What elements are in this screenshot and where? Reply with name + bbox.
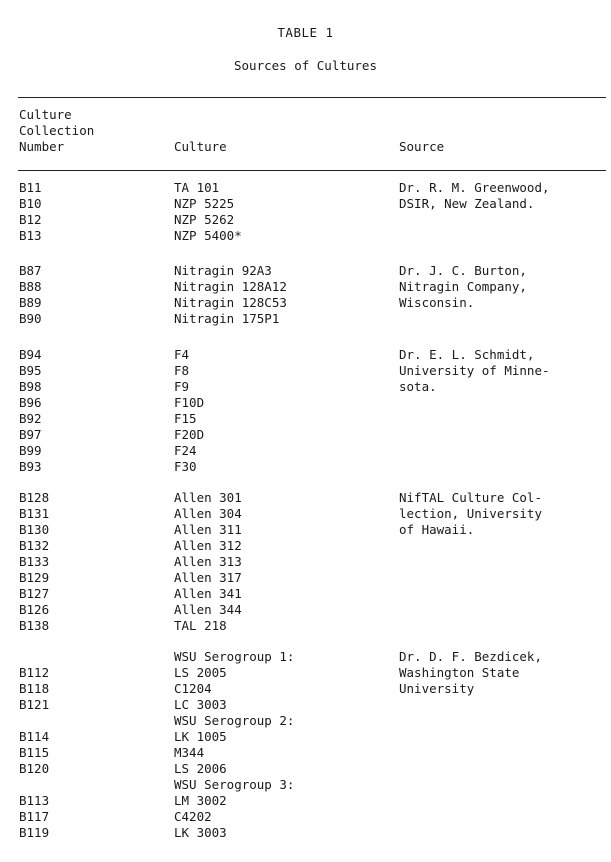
collection-number-cell: B132 (19, 538, 50, 553)
culture-cell: F20D (174, 427, 205, 442)
table-row (0, 443, 611, 459)
header-collection-line-3: Number (19, 139, 65, 154)
table-row (0, 395, 611, 411)
source-cell-line: Washington State (399, 665, 520, 680)
table-row (0, 411, 611, 427)
header-source: Source (399, 139, 445, 154)
culture-cell: Allen 341 (174, 586, 242, 601)
table-row (0, 602, 611, 618)
collection-number-cell: B12 (19, 212, 42, 227)
culture-cell: LS 2006 (174, 761, 227, 776)
collection-number-cell: B92 (19, 411, 42, 426)
collection-number-cell: B95 (19, 363, 42, 378)
culture-cell: NZP 5400* (174, 228, 242, 243)
table-row (0, 729, 611, 745)
table-row (0, 295, 611, 311)
culture-cell: TA 101 (174, 180, 220, 195)
culture-cell: Allen 301 (174, 490, 242, 505)
culture-cell: WSU Serogroup 1: (174, 649, 295, 664)
source-cell-line: Dr. J. C. Burton, (399, 263, 527, 278)
table-group (0, 180, 611, 244)
table-row (0, 586, 611, 602)
table-label: TABLE 1 (277, 25, 334, 40)
source-cell-line: DSIR, New Zealand. (399, 196, 535, 211)
table-group (0, 347, 611, 475)
collection-number-cell: B113 (19, 793, 50, 808)
collection-number-cell: B117 (19, 809, 50, 824)
collection-number-cell: B129 (19, 570, 50, 585)
culture-cell: NZP 5225 (174, 196, 235, 211)
collection-number-cell: B96 (19, 395, 42, 410)
collection-number-cell: B114 (19, 729, 50, 744)
culture-cell: C4202 (174, 809, 212, 824)
table-group (0, 263, 611, 327)
collection-number-cell: B88 (19, 279, 42, 294)
culture-cell: C1204 (174, 681, 212, 696)
collection-number-cell: B133 (19, 554, 50, 569)
table-row (0, 681, 611, 697)
table-row (0, 777, 611, 793)
collection-number-cell: B115 (19, 745, 50, 760)
culture-cell: F8 (174, 363, 190, 378)
collection-number-cell: B94 (19, 347, 42, 362)
table-row (0, 825, 611, 841)
table-row (0, 379, 611, 395)
source-cell-line: Dr. R. M. Greenwood, (399, 180, 550, 195)
collection-number-cell: B10 (19, 196, 42, 211)
table-row (0, 761, 611, 777)
culture-cell: Allen 344 (174, 602, 242, 617)
culture-cell: F9 (174, 379, 190, 394)
header-culture: Culture (174, 139, 227, 154)
culture-cell: Allen 317 (174, 570, 242, 585)
culture-cell: F10D (174, 395, 205, 410)
culture-cell: Allen 313 (174, 554, 242, 569)
source-cell-line: of Hawaii. (399, 522, 475, 537)
collection-number-cell: B98 (19, 379, 42, 394)
table-row (0, 427, 611, 443)
culture-cell: Nitragin 92A3 (174, 263, 272, 278)
header-collection-line-1: Culture (19, 107, 72, 122)
collection-number-cell: B120 (19, 761, 50, 776)
collection-number-cell: B11 (19, 180, 42, 195)
culture-cell: LK 1005 (174, 729, 227, 744)
table-row (0, 570, 611, 586)
collection-number-cell: B97 (19, 427, 42, 442)
collection-number-cell: B93 (19, 459, 42, 474)
culture-cell: Nitragin 128A12 (174, 279, 287, 294)
culture-cell: Nitragin 128C53 (174, 295, 287, 310)
collection-number-cell: B13 (19, 228, 42, 243)
collection-number-cell: B118 (19, 681, 50, 696)
culture-cell: F4 (174, 347, 190, 362)
culture-cell: F24 (174, 443, 197, 458)
culture-cell: F15 (174, 411, 197, 426)
table-row (0, 228, 611, 244)
collection-number-cell: B127 (19, 586, 50, 601)
source-cell-line: sota. (399, 379, 437, 394)
culture-cell: LC 3003 (174, 697, 227, 712)
table-row (0, 538, 611, 554)
collection-number-cell: B130 (19, 522, 50, 537)
source-cell-line: University of Minne- (399, 363, 550, 378)
table-row (0, 311, 611, 327)
culture-cell: NZP 5262 (174, 212, 235, 227)
table-row (0, 618, 611, 634)
culture-cell: M344 (174, 745, 205, 760)
header-rule (18, 170, 606, 171)
source-cell-line: lection, University (399, 506, 542, 521)
collection-number-cell: B128 (19, 490, 50, 505)
table-title: Sources of Cultures (234, 58, 377, 73)
culture-cell: Allen 312 (174, 538, 242, 553)
source-cell-line: Nitragin Company, (399, 279, 527, 294)
source-cell-line: Wisconsin. (399, 295, 475, 310)
collection-number-cell: B90 (19, 311, 42, 326)
collection-number-cell: B112 (19, 665, 50, 680)
culture-cell: LM 3002 (174, 793, 227, 808)
collection-number-cell: B131 (19, 506, 50, 521)
culture-cell: TAL 218 (174, 618, 227, 633)
collection-number-cell: B89 (19, 295, 42, 310)
culture-cell: Nitragin 175P1 (174, 311, 280, 326)
culture-cell: F30 (174, 459, 197, 474)
table-row (0, 459, 611, 475)
source-cell-line: NifTAL Culture Col- (399, 490, 542, 505)
culture-cell: Allen 304 (174, 506, 242, 521)
collection-number-cell: B99 (19, 443, 42, 458)
table-row (0, 697, 611, 713)
collection-number-cell: B121 (19, 697, 50, 712)
table-row (0, 793, 611, 809)
culture-cell: Allen 311 (174, 522, 242, 537)
table-row (0, 713, 611, 729)
collection-number-cell: B138 (19, 618, 50, 633)
culture-cell: LS 2005 (174, 665, 227, 680)
source-cell-line: Dr. E. L. Schmidt, (399, 347, 535, 362)
table-row (0, 522, 611, 538)
collection-number-cell: B87 (19, 263, 42, 278)
source-cell-line: University (399, 681, 475, 696)
culture-cell: WSU Serogroup 3: (174, 777, 295, 792)
table-row (0, 212, 611, 228)
table-group (0, 490, 611, 634)
table-row (0, 554, 611, 570)
collection-number-cell: B126 (19, 602, 50, 617)
culture-cell: WSU Serogroup 2: (174, 713, 295, 728)
header-collection-line-2: Collection (19, 123, 95, 138)
top-rule (18, 97, 606, 98)
table-group (0, 649, 611, 841)
collection-number-cell: B119 (19, 825, 50, 840)
table-row (0, 745, 611, 761)
culture-cell: LK 3003 (174, 825, 227, 840)
source-cell-line: Dr. D. F. Bezdicek, (399, 649, 542, 664)
table-row (0, 809, 611, 825)
